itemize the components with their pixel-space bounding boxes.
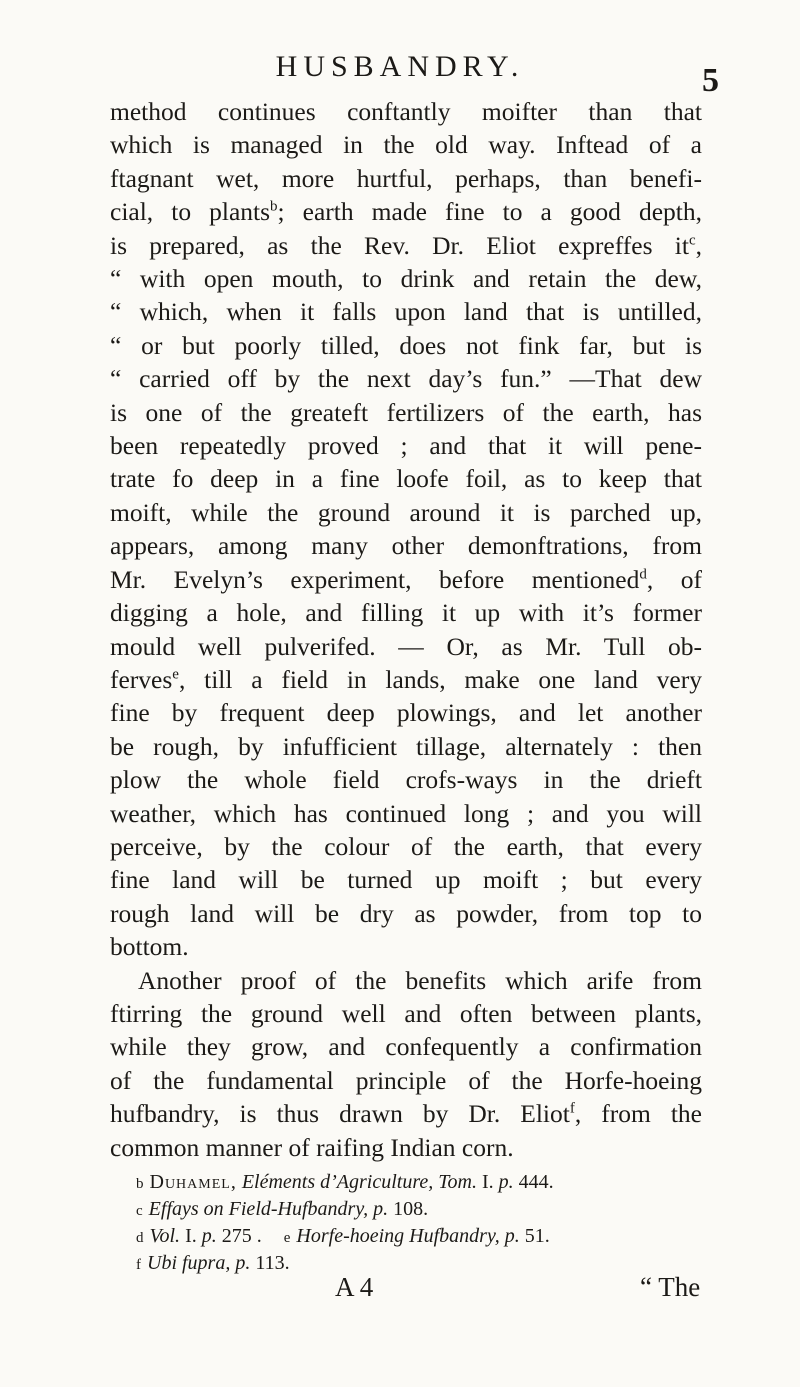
text-line: fine land will be turned up moift ; but every [110, 865, 702, 895]
footnote-d-e: d Vol. I. p. 275 . e Horfe-hoeing Hufbandry, p. 51. [136, 1225, 550, 1247]
text-line: method continues conftantly moifter than that [110, 97, 702, 126]
text-line: is prepared, as the Rev. Dr. Eliot expreffes $it^c$, [110, 230, 702, 260]
text-line: cial, to plants$^b$; earth made fine to a good depth, [110, 197, 702, 227]
footnote-ref-b: b [270, 198, 278, 215]
text-line: perceive, by the colour of the earth, that every [110, 831, 702, 861]
footnote-ref-f: f [569, 1100, 575, 1117]
text-line: hufbandry, is thus drawn by Dr. Eliot$^f$, from the [110, 1099, 702, 1129]
text-line: of the fundamental principle of the Horfe-hoeing [110, 1065, 702, 1095]
footnote-ref-d: d [639, 566, 647, 583]
catchword: “ The [640, 1272, 701, 1302]
text-line: “ with open mouth, to drink and retain the dew, [110, 264, 702, 294]
text-line: fine by frequent deep plowings, and let another [110, 698, 702, 728]
text-line: digging a hole, and filling it up with it’s former [110, 598, 702, 628]
footnotes [136, 1170, 706, 1278]
footnote-b: b Duhamel, Eléments d’Agriculture, Tom. I. p. 444. [136, 1171, 554, 1193]
page-number: 5 [702, 62, 719, 99]
text-line: common manner of raifing Indian corn. [110, 1132, 514, 1162]
text-line: ftirring the ground well and often between plants, [110, 998, 702, 1028]
text-line: Another proof of the benefits which arife from [138, 965, 702, 995]
footnote-c: c Effays on Field-Hufbandry, p. 108. [136, 1198, 429, 1220]
text-line: “ carried off by the next day’s fun.” —That dew [110, 364, 702, 394]
text-line: be rough, by infufficient tillage, alternately : then [110, 731, 702, 761]
text-line: which is managed in the old way. Inftead of a [110, 130, 702, 160]
footnote-f: f Ubi fupra, p. 113. [136, 1252, 290, 1274]
body-text [110, 95, 702, 1164]
text-line: “ or but poorly tilled, does not fink far, but is [110, 330, 702, 360]
text-line: Mr. Evelyn’s experiment, before mentioned$^d$, of [110, 564, 702, 594]
text-line: bottom. [110, 932, 189, 962]
text-line: plow the whole field crofs-ways in the drieft [110, 765, 702, 795]
text-line: appears, among many other demonftrations, from [110, 531, 702, 561]
text-line: is one of the greateft fertilizers of the earth, has [110, 397, 702, 427]
text-line: moift, while the ground around it is parched up, [110, 497, 702, 527]
text-line: while they grow, and confequently a confirmation [110, 1032, 702, 1062]
text-line: ftagnant wet, more hurtful, perhaps, than benefi- [110, 163, 702, 193]
footnote-ref-e: e [172, 666, 179, 683]
text-line: trate fo deep in a fine loofe foil, as to keep that [110, 464, 702, 494]
running-title: HUSBANDRY. [275, 50, 525, 83]
text-line: rough land will be dry as powder, from top to [110, 898, 702, 928]
footnote-ref-c: c [688, 232, 696, 249]
text-line: been repeatedly proved ; and that it will pene- [110, 431, 702, 461]
text-line: mould well pulverifed. — Or, as Mr. Tull ob- [110, 631, 702, 661]
text-line: “ which, when it falls upon land that is untilled, [110, 297, 702, 327]
text-line: ferves$^e$, till a field in lands, make one land very [110, 664, 702, 694]
text-line: weather, which has continued long ; and you will [110, 798, 702, 828]
signature-mark: A 4 [335, 1272, 374, 1302]
